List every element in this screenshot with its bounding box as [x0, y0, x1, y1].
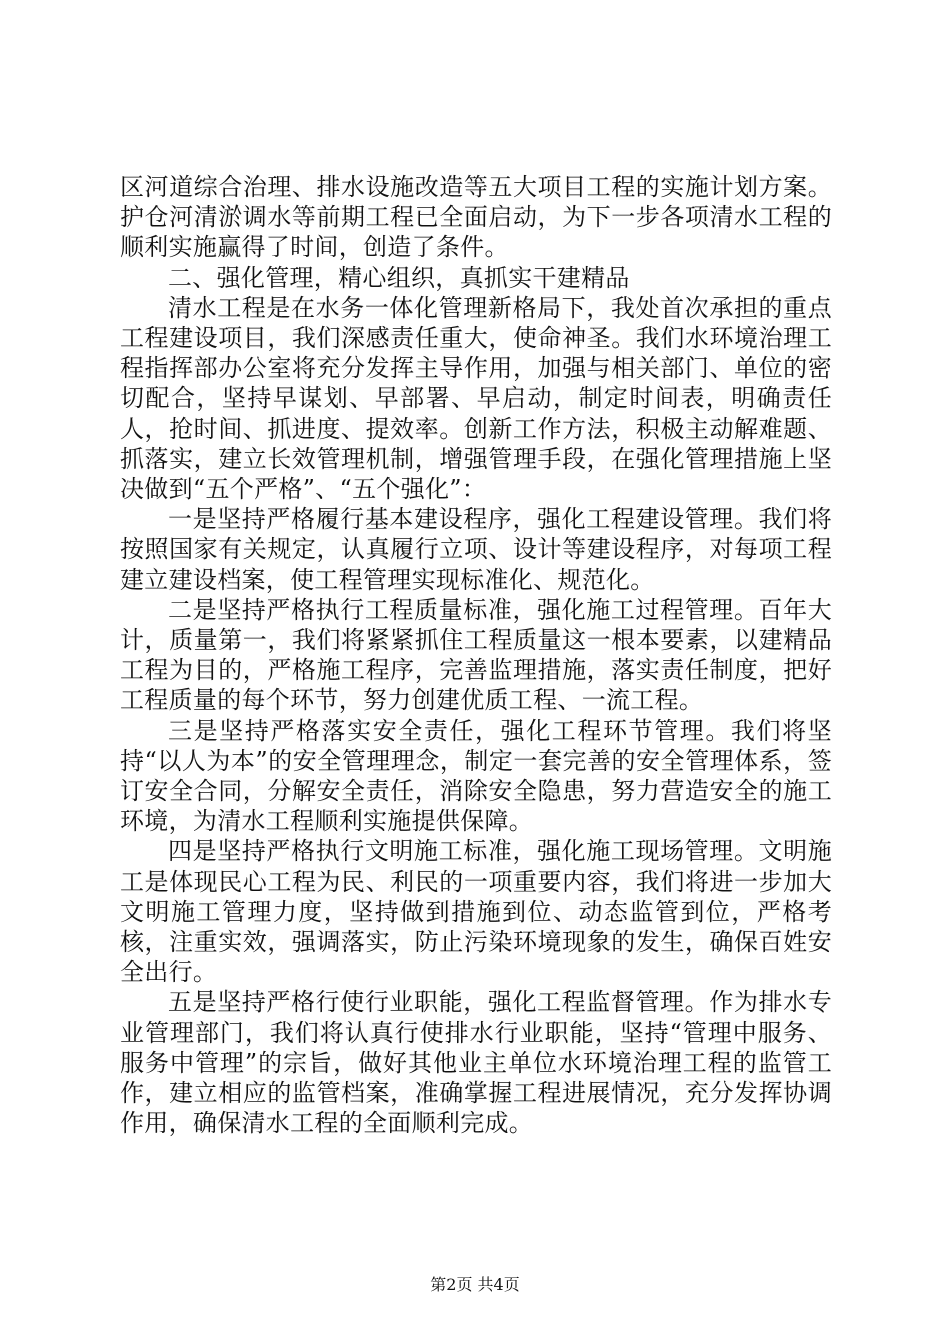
- paragraph-item-5: 五是坚持严格行使行业职能，强化工程监督管理。作为排水专业管理部门，我们将认真行使排水行业职能，坚持“管理中服务、服务中管理”的宗旨，做好其他业主单位水环境治理工程的监管工作，建立相应的监管档案，准确掌握工程进展情况，充分发挥协调作用，确保清水工程的全面顺利完成。: [120, 988, 832, 1138]
- paragraph-item-3: 三是坚持严格落实安全责任，强化工程环节管理。我们将坚持“以人为本”的安全管理理念，制定一套完善的安全管理体系，签订安全合同，分解安全责任，消除安全隐患，努力营造安全的施工环境，为清水工程顺利实施提供保障。: [120, 716, 832, 836]
- page-number-footer: 第2页 共4页: [430, 1275, 520, 1294]
- paragraph-continuation: 区河道综合治理、排水设施改造等五大项目工程的实施计划方案。护仓河清淤调水等前期工程已全面启动，为下一步各项清水工程的顺利实施赢得了时间，创造了条件。: [120, 173, 832, 262]
- section-heading: 二、强化管理，精心组织，真抓实干建精品: [168, 263, 630, 292]
- document-body: [120, 172, 832, 1139]
- paragraph-intro: 清水工程是在水务一体化管理新格局下，我处首次承担的重点工程建设项目，我们深感责任重大，使命神圣。我们水环境治理工程指挥部办公室将充分发挥主导作用，加强与相关部门、单位的密切配合，坚持早谋划、早部署、早启动，制定时间表，明确责任人，抢时间、抓进度、提效率。创新工作方法，积极主动解难题、抓落实，建立长效管理机制，增强管理手段，在强化管理措施上坚决做到“五个严格”、“五个强化”：: [120, 293, 832, 504]
- paragraph-item-4: 四是坚持严格执行文明施工标准，强化施工现场管理。文明施工是体现民心工程为民、利民的一项重要内容，我们将进一步加大文明施工管理力度，坚持做到措施到位、动态监管到位，严格考核，注重实效，强调落实，防止污染环境现象的发生，确保百姓安全出行。: [120, 837, 832, 987]
- paragraph-item-2: 二是坚持严格执行工程质量标准，强化施工过程管理。百年大计，质量第一，我们将紧紧抓住工程质量这一根本要素，以建精品工程为目的，严格施工程序，完善监理措施，落实责任制度，把好工程质量的每个环节，努力创建优质工程、一流工程。: [120, 595, 832, 715]
- paragraph-item-1: 一是坚持严格履行基本建设程序，强化工程建设管理。我们将按照国家有关规定，认真履行立项、设计等建设程序，对每项工程建立建设档案，使工程管理实现标准化、规范化。: [120, 505, 832, 594]
